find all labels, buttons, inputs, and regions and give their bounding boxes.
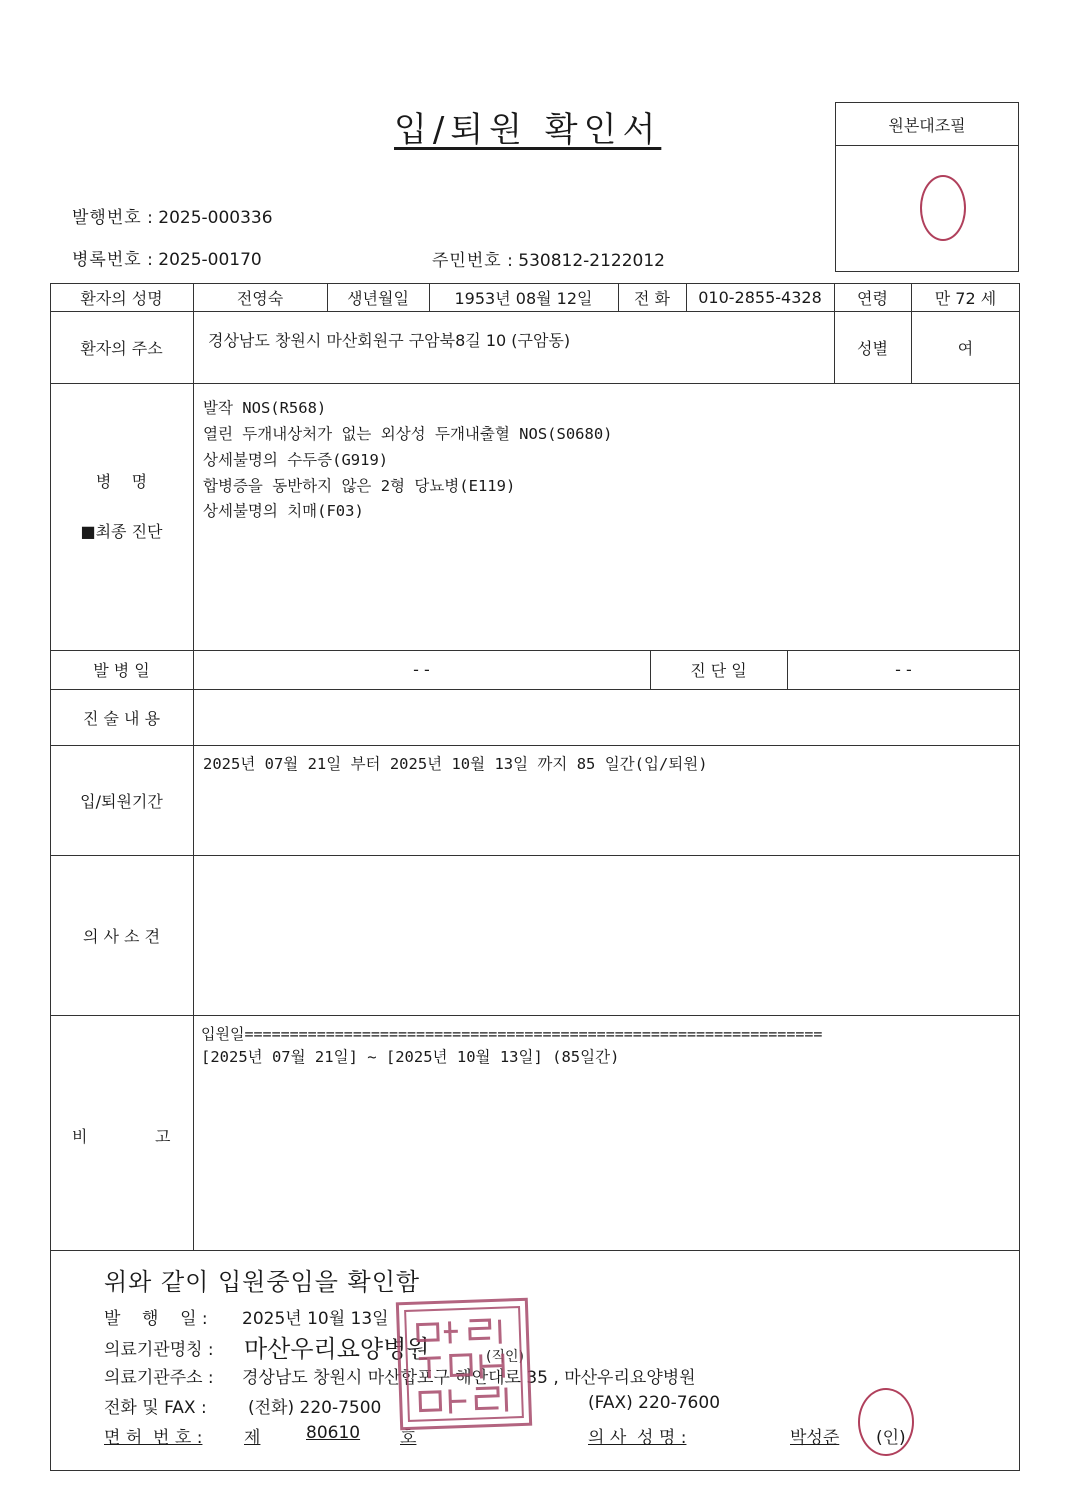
birth-date-value: 1953년 08월 12일 <box>454 288 593 308</box>
phone-label: 전 화 <box>634 288 670 308</box>
seal-note: (직인) <box>486 1349 524 1365</box>
issue-date-value: 2025년 10월 13일 <box>242 1309 389 1329</box>
hospital-fax: (FAX) 220-7600 <box>588 1393 721 1413</box>
address-value: 경상남도 창원시 마산회원구 구암북8길 10 (구암동) <box>208 331 571 350</box>
document-title: 입/퇴원 확인서 <box>394 110 662 150</box>
issue-number-value: 2025-000336 <box>158 208 273 228</box>
hospital-official-seal <box>396 1298 532 1431</box>
resident-number-value: 530812-2122012 <box>518 251 665 271</box>
license-label: 면 허 번 호 : <box>104 1428 203 1448</box>
diagnosis-item: 열린 두개내상처가 없는 외상성 두개내출혈 NOS(S0680) <box>203 425 613 443</box>
period-value: 2025년 07월 21일 부터 2025년 10월 13일 까지 85 일간(입/퇴원) <box>203 755 708 773</box>
diagnosis-label: 병 명 <box>95 471 148 491</box>
birth-date-label: 생년월일 <box>347 288 409 308</box>
sex-label: 성별 <box>857 338 888 358</box>
final-diagnosis-label: ■최종 진단 <box>80 521 163 541</box>
age-label: 연령 <box>857 288 888 308</box>
doctor-name-value: 박성준 <box>790 1428 840 1448</box>
hospital-phone: (전화) 220-7500 <box>248 1398 382 1418</box>
opinion-label: 의 사 소 견 <box>82 926 161 946</box>
onset-value: - - <box>413 660 430 679</box>
record-number: 병록번호 : 2025-00170 <box>72 250 262 270</box>
hospital-address-label: 의료기관주소 : <box>104 1368 214 1388</box>
hospital-address-value: 경상남도 창원시 마산합포구 해안대로 35 , 마산우리요양병원 <box>242 1368 696 1388</box>
issue-number-label: 발행번호 <box>72 208 142 228</box>
statement-label: 진 술 내 용 <box>82 708 161 728</box>
remarks-line: 입원일================================================================ <box>201 1025 823 1043</box>
record-number-label: 병록번호 <box>72 250 142 270</box>
patient-name-label: 환자의 성명 <box>80 288 163 308</box>
diagnosis-item: 합병증을 동반하지 않은 2형 당뇨병(E119) <box>203 477 516 495</box>
doctor-seal-note: (인) <box>876 1428 906 1448</box>
address-label: 환자의 주소 <box>80 338 163 358</box>
hospital-name-value: 마산우리요양병원 <box>244 1335 430 1363</box>
resident-number: 주민번호 : 530812-2122012 <box>432 251 665 271</box>
original-verified-box <box>835 102 1019 272</box>
resident-number-label: 주민번호 <box>432 251 502 271</box>
diagnosis-date-label: 진 단 일 <box>690 661 747 680</box>
license-suffix: 호 <box>400 1428 417 1448</box>
hospital-name-label: 의료기관명칭 : <box>104 1340 214 1360</box>
seal-pattern-icon <box>399 1301 529 1427</box>
diagnosis-item: 발작 NOS(R568) <box>203 399 327 417</box>
license-number: 80610 <box>306 1423 361 1443</box>
diagnosis-date-value: - - <box>895 660 912 679</box>
remarks-line: [2025년 07월 21일] ~ [2025년 10월 13일] (85일간) <box>201 1048 620 1066</box>
remarks-label-left: 비 <box>72 1127 88 1146</box>
phone-fax-label: 전화 및 FAX : <box>104 1398 207 1418</box>
phone-value: 010-2855-4328 <box>698 287 822 307</box>
license-prefix: 제 <box>244 1428 261 1448</box>
onset-label: 발 병 일 <box>93 661 150 680</box>
diagnosis-item: 상세불명의 치매(F03) <box>203 502 364 520</box>
confirmation-statement: 위와 같이 입원중임을 확인함 <box>104 1268 421 1296</box>
doctor-name-label: 의 사 성 명 : <box>588 1428 687 1448</box>
remarks-label-right: 고 <box>155 1127 171 1146</box>
patient-name-value: 전영숙 <box>236 288 284 308</box>
period-label: 입/퇴원기간 <box>80 791 163 811</box>
record-number-value: 2025-00170 <box>158 250 262 270</box>
issue-number: 발행번호 : 2025-000336 <box>72 208 273 228</box>
diagnosis-item: 상세불명의 수두증(G919) <box>203 451 389 469</box>
original-verified-label: 원본대조필 <box>836 103 1018 146</box>
doctor-seal <box>858 1388 914 1456</box>
sex-value: 여 <box>957 338 974 358</box>
verification-seal <box>920 175 966 241</box>
issue-date-label: 발 행 일 : <box>104 1309 208 1329</box>
age-value: 만 72 세 <box>934 288 997 308</box>
